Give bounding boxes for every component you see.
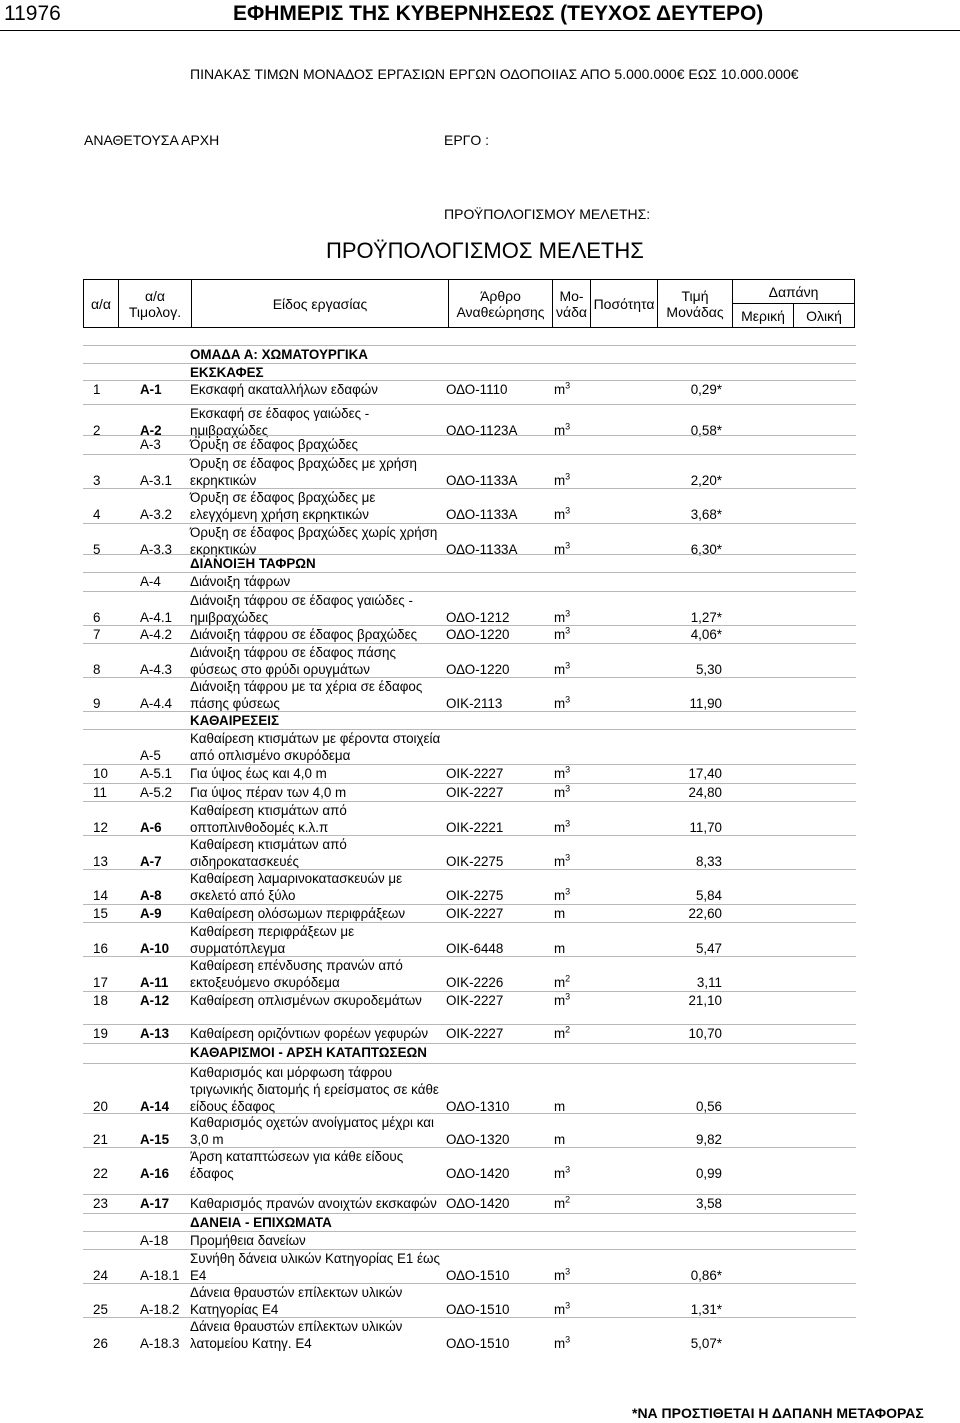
unit-exponent: 2: [565, 1194, 571, 1205]
unit-symbol: m: [554, 1302, 566, 1317]
price-list-code: Α-13: [140, 1026, 170, 1041]
work-description: Καθαίρεση λαμαρινοκατασκευών με: [190, 871, 403, 886]
work-description: ΕΚΣΚΑΦΕΣ: [190, 365, 264, 380]
work-description: Κατηγορίας Ε4: [190, 1302, 279, 1317]
unit-exponent: 2: [565, 973, 571, 984]
revision-article: ΟΔΟ-1133Α: [446, 473, 518, 488]
unit-of-measure: [554, 819, 570, 836]
revision-article: ΟΙΚ-2275: [446, 888, 504, 903]
row-number: 6: [93, 610, 101, 625]
revision-article: ΟΔΟ-1220: [446, 627, 510, 642]
unit-symbol: m: [554, 1196, 566, 1211]
work-description: ΟΜΑΔΑ Α: ΧΩΜΑΤΟΥΡΓΙΚΑ: [190, 347, 368, 362]
unit-exponent: 3: [565, 660, 571, 671]
unit-price: 5,47: [695, 941, 722, 956]
unit-exponent: 2: [565, 1024, 571, 1035]
work-description: Προμήθεια δανείων: [190, 1233, 306, 1248]
unit-exponent: 3: [565, 540, 571, 551]
unit-price: 0,99: [695, 1166, 722, 1181]
unit-exponent: 3: [565, 608, 571, 619]
unit-price: 9,82: [695, 1132, 722, 1147]
contracting-authority-label: ΑΝΑΘΕΤΟΥΣΑ ΑΡΧΗ: [84, 132, 220, 148]
work-description: Όρυξη σε έδαφος βραχώδες με: [190, 490, 376, 505]
row-number: 17: [93, 975, 108, 990]
work-description: εκρηκτικών: [190, 542, 257, 557]
work-description: Καθαρισμός και μόρφωση τάφρου: [190, 1065, 393, 1080]
unit-symbol: m: [554, 906, 566, 921]
unit-of-measure: [554, 1165, 570, 1182]
work-description: Όρυξη σε έδαφος βραχώδες χωρίς χρήση: [190, 525, 438, 540]
row-number: 24: [93, 1268, 108, 1283]
unit-price: 11,70: [689, 820, 722, 835]
row-number: 11: [93, 785, 107, 800]
work-description: συρματόπλεγμα: [190, 941, 286, 956]
work-description: έδαφος: [190, 1166, 234, 1181]
price-list-code: Α-18: [140, 1233, 169, 1248]
unit-exponent: 3: [565, 818, 571, 829]
revision-article: ΟΙΚ-2227: [446, 906, 504, 921]
unit-price: 6,30*: [690, 542, 722, 557]
price-list-code: Α-3.2: [140, 507, 173, 522]
header-price-line2: Μονάδας: [666, 303, 724, 320]
price-list-code: Α-3: [140, 437, 161, 452]
unit-symbol: m: [554, 854, 566, 869]
price-list-code: Α-6: [140, 820, 162, 835]
unit-price: 3,11: [696, 975, 722, 990]
price-list-code: Α-3.3: [140, 542, 173, 557]
unit-price: 1,27*: [690, 610, 722, 625]
unit-symbol: m: [554, 662, 566, 677]
work-description: Εκσκαφή ακαταλλήλων εδαφών: [190, 382, 378, 397]
unit-of-measure: [554, 992, 570, 1009]
unit-of-measure: [554, 541, 570, 558]
revision-article: ΟΔΟ-1133Α: [446, 542, 518, 557]
work-description: Διάνοιξη τάφρων: [190, 574, 291, 589]
unit-of-measure: [554, 905, 565, 922]
price-list-code: Α-7: [140, 854, 162, 869]
work-description: σιδηροκατασκευές: [190, 854, 299, 869]
work-description: Συνήθη δάνεια υλικών Κατηγορίας Ε1 έως: [190, 1251, 440, 1266]
row-number: 15: [93, 906, 108, 921]
unit-price: 3,68*: [690, 507, 722, 522]
revision-article: ΟΙΚ-2275: [446, 854, 504, 869]
price-list-code: Α-1: [140, 382, 162, 397]
price-list-code: Α-4.2: [140, 627, 173, 642]
unit-symbol: m: [554, 888, 566, 903]
unit-exponent: 3: [565, 852, 571, 863]
work-description: ΚΑΘΑΙΡΕΣΕΙΣ: [190, 713, 280, 728]
unit-price: 17,40: [688, 766, 722, 781]
revision-article: ΟΙΚ-6448: [446, 941, 504, 956]
work-description: Άρση καταπτώσεων για κάθε είδους: [190, 1149, 404, 1164]
unit-price: 4,06*: [690, 627, 722, 642]
header-quantity: Ποσότητα: [591, 280, 658, 328]
unit-symbol: m: [554, 993, 566, 1008]
unit-exponent: 3: [565, 783, 571, 794]
row-number: 2: [93, 423, 101, 438]
unit-price: 24,80: [688, 785, 722, 800]
revision-article: ΟΙΚ-2221: [446, 820, 504, 835]
work-description: Καθαίρεση επένδυσης πρανών από: [190, 958, 403, 973]
header-aa: α/α: [84, 280, 119, 328]
work-description: Καθαρισμός οχετών ανοίγματος μέχρι και: [190, 1115, 434, 1130]
row-number: 20: [93, 1099, 108, 1114]
unit-price: 3,58: [695, 1196, 722, 1211]
header-aa-tim-line2: Τιμολογ.: [128, 303, 182, 320]
unit-price: 21,10: [688, 993, 722, 1008]
work-description: Καθαίρεση κτισμάτων με φέροντα στοιχεία: [190, 731, 441, 746]
work-description: πάσης φύσεως: [190, 696, 280, 711]
work-description: τριγωνικής διατομής ή ερείσματος σε κάθε: [190, 1082, 439, 1097]
unit-symbol: m: [554, 820, 566, 835]
price-list-code: Α-4.4: [140, 696, 173, 711]
unit-of-measure: [554, 1195, 570, 1212]
unit-of-measure: [554, 853, 570, 870]
unit-exponent: 3: [565, 625, 571, 636]
revision-article: ΟΔΟ-1310: [446, 1099, 510, 1114]
work-description: λατομείου Κατηγ. Ε4: [190, 1336, 312, 1351]
project-label: ΕΡΓΟ :: [444, 132, 490, 148]
unit-exponent: 3: [565, 1300, 571, 1311]
price-list-code: Α-14: [140, 1099, 170, 1114]
revision-article: ΟΙΚ-2227: [446, 785, 504, 800]
row-number: 4: [93, 507, 101, 522]
unit-price: 5,07*: [690, 1336, 722, 1351]
unit-symbol: m: [554, 941, 566, 956]
unit-of-measure: [554, 422, 570, 439]
row-number: 7: [93, 627, 101, 642]
revision-article: ΟΔΟ-1212: [446, 610, 510, 625]
header-cost-total: Ολική: [794, 304, 855, 328]
work-description: ΔΙΑΝΟΙΞΗ ΤΑΦΡΩΝ: [190, 556, 316, 571]
revision-article: ΟΔΟ-1110: [446, 382, 508, 397]
work-description: είδους έδαφος: [190, 1099, 276, 1114]
revision-article: ΟΔΟ-1123Α: [446, 423, 518, 438]
revision-article: ΟΙΚ-2227: [446, 766, 504, 781]
unit-symbol: m: [554, 423, 566, 438]
header-price-line1: Τιμή: [681, 287, 709, 304]
header-cost-partial: Μερική: [733, 304, 794, 328]
work-description: σκελετό από ξύλο: [190, 888, 296, 903]
work-description: ελεγχόμενη χρήση εκρηκτικών: [190, 507, 369, 522]
price-list-code: Α-5: [140, 748, 161, 763]
unit-price: 11,90: [689, 696, 722, 711]
revision-article: ΟΙΚ-2227: [446, 1026, 504, 1041]
unit-exponent: 3: [565, 1164, 571, 1175]
row-number: 26: [93, 1336, 108, 1351]
unit-symbol: m: [554, 785, 566, 800]
work-description: ημιβραχώδες: [190, 610, 269, 625]
work-description: 3,0 m: [190, 1132, 224, 1147]
unit-price: 10,70: [688, 1026, 722, 1041]
unit-symbol: m: [554, 1336, 566, 1351]
revision-article: ΟΔΟ-1510: [446, 1302, 510, 1317]
unit-symbol: m: [554, 766, 566, 781]
unit-of-measure: [554, 506, 570, 523]
unit-of-measure: [554, 784, 570, 801]
unit-price: 0,86*: [690, 1268, 722, 1283]
row-number: 5: [93, 542, 101, 557]
unit-symbol: m: [554, 473, 566, 488]
work-description: οπτοπλινθοδομές κ.λ.π: [190, 820, 329, 835]
work-description: Δάνεια θραυστών επίλεκτων υλικών: [190, 1319, 403, 1334]
price-list-code: Α-4.1: [140, 610, 173, 625]
work-description: Καθαρισμός πρανών ανοιχτών εκσκαφών: [190, 1196, 437, 1211]
work-description: Καθαίρεση οπλισμένων σκυροδεμάτων: [190, 993, 422, 1008]
price-list-code: Α-11: [140, 975, 169, 990]
row-number: 16: [93, 941, 108, 956]
unit-price: 0,58*: [690, 423, 722, 438]
price-list-code: Α-18.3: [140, 1336, 180, 1351]
work-description: από οπλισμένο σκυρόδεμα: [190, 748, 351, 763]
row-number: 23: [93, 1196, 108, 1211]
page-number: 11976: [4, 2, 61, 25]
unit-exponent: 3: [565, 886, 571, 897]
row-number: 13: [93, 854, 108, 869]
row-number: 10: [93, 766, 108, 781]
unit-symbol: m: [554, 627, 566, 642]
price-list-code: Α-2: [140, 423, 162, 438]
row-number: 9: [93, 696, 101, 711]
unit-of-measure: [554, 626, 570, 643]
work-description: Ε4: [190, 1268, 207, 1283]
unit-price: 22,60: [688, 906, 722, 921]
work-description: ημιβραχώδες: [190, 423, 269, 438]
price-list-code: Α-8: [140, 888, 162, 903]
header-aa-tim-line1: α/α: [144, 287, 166, 304]
work-description: Καθαίρεση περιφράξεων με: [190, 924, 355, 939]
price-list-code: Α-15: [140, 1132, 170, 1147]
unit-price: 0,29*: [690, 382, 722, 397]
work-description: ΔΑΝΕΙΑ - ΕΠΙΧΩΜΑΤΑ: [190, 1215, 332, 1230]
work-description: Όρυξη σε έδαφος βραχώδες: [190, 437, 358, 452]
work-description: Καθαίρεση οριζόντιων φορέων γεφυρών: [190, 1026, 429, 1041]
work-description: Για ύψος έως και 4,0 m: [190, 766, 327, 781]
price-list-code: Α-18.1: [140, 1268, 180, 1283]
price-list-code: Α-17: [140, 1196, 170, 1211]
unit-exponent: 3: [565, 471, 571, 482]
work-description: Καθαίρεση κτισμάτων από: [190, 803, 347, 818]
footer-note: *ΝΑ ΠΡΟΣΤΙΘΕΤΑΙ Η ΔΑΠΑΝΗ ΜΕΤΑΦΟΡΑΣ: [632, 1405, 924, 1421]
work-description: Καθαίρεση ολόσωμων περιφράξεων: [190, 906, 406, 921]
unit-of-measure: [554, 974, 570, 991]
budget-label-small: ΠΡΟΫΠΟΛΟΓΙΣΜΟΥ ΜΕΛΕΤΗΣ:: [444, 206, 651, 222]
unit-of-measure: [554, 765, 570, 782]
revision-article: ΟΔΟ-1133Α: [446, 507, 518, 522]
journal-title: ΕΦΗΜΕΡΙΣ ΤΗΣ ΚΥΒΕΡΝΗΣΕΩΣ (ΤΕΥΧΟΣ ΔΕΥΤΕΡΟ): [233, 2, 764, 25]
unit-symbol: m: [554, 1026, 566, 1041]
header-unit-line2: νάδα: [556, 303, 587, 320]
unit-of-measure: [554, 472, 570, 489]
revision-article: ΟΔΟ-1320: [446, 1132, 510, 1147]
work-description: Όρυξη σε έδαφος βραχώδες με χρήση: [190, 456, 417, 471]
unit-price: 5,84: [695, 888, 722, 903]
price-list-code: Α-5.2: [140, 785, 173, 800]
unit-exponent: 3: [565, 764, 571, 775]
unit-price: 8,33: [695, 854, 722, 869]
unit-of-measure: [554, 1335, 570, 1352]
unit-exponent: 3: [565, 505, 571, 516]
header-description: Είδος εργασίας: [192, 280, 449, 328]
row-number: 14: [93, 888, 108, 903]
unit-of-measure: [554, 887, 570, 904]
unit-of-measure: [554, 1301, 570, 1318]
unit-exponent: 3: [565, 421, 571, 432]
row-number: 12: [93, 820, 108, 835]
header-cost: Δαπάνη: [733, 280, 855, 304]
unit-exponent: 3: [565, 1334, 571, 1345]
price-list-code: Α-16: [140, 1166, 170, 1181]
work-description: εκρηκτικών: [190, 473, 257, 488]
work-description: Για ύψος πέραν των 4,0 m: [190, 785, 347, 800]
unit-exponent: 3: [565, 380, 571, 391]
work-description: εκτοξευόμενο σκυρόδεμα: [190, 975, 340, 990]
work-description: Διάνοιξη τάφρου σε έδαφος βραχώδες: [190, 627, 418, 642]
revision-article: ΟΙΚ-2113: [446, 696, 503, 711]
unit-symbol: m: [554, 507, 566, 522]
unit-of-measure: [554, 1025, 570, 1042]
header-article-line2: Αναθεώρησης: [456, 303, 545, 320]
work-description: φύσεως στο φρύδι ορυγμάτων: [190, 662, 370, 677]
unit-of-measure: [554, 381, 570, 398]
price-list-code: Α-3.1: [140, 473, 173, 488]
revision-article: ΟΔΟ-1510: [446, 1268, 510, 1283]
row-number: 22: [93, 1166, 108, 1181]
price-list-code: Α-4.3: [140, 662, 173, 677]
unit-price: 1,31*: [690, 1302, 722, 1317]
unit-symbol: m: [554, 1099, 566, 1114]
unit-symbol: m: [554, 542, 566, 557]
unit-exponent: 3: [565, 694, 571, 705]
unit-of-measure: [554, 609, 570, 626]
revision-article: ΟΙΚ-2227: [446, 993, 504, 1008]
unit-of-measure: [554, 940, 565, 957]
unit-symbol: m: [554, 1268, 566, 1283]
unit-of-measure: [554, 1267, 570, 1284]
work-description: Διάνοιξη τάφρου σε έδαφος γαιώδες -: [190, 593, 413, 608]
work-description: Δάνεια θραυστών επίλεκτων υλικών: [190, 1285, 403, 1300]
unit-of-measure: [554, 661, 570, 678]
unit-symbol: m: [554, 1166, 566, 1181]
price-list-code: Α-12: [140, 993, 170, 1008]
revision-article: ΟΔΟ-1220: [446, 662, 510, 677]
unit-symbol: m: [554, 975, 566, 990]
unit-symbol: m: [554, 696, 566, 711]
price-list-code: Α-5.1: [140, 766, 173, 781]
revision-article: ΟΔΟ-1420: [446, 1166, 510, 1181]
row-number: 25: [93, 1302, 108, 1317]
unit-symbol: m: [554, 610, 566, 625]
revision-article: ΟΔΟ-1510: [446, 1336, 510, 1351]
price-list-code: Α-9: [140, 906, 162, 921]
price-list-code: Α-18.2: [140, 1302, 180, 1317]
revision-article: ΟΙΚ-2226: [446, 975, 504, 990]
unit-of-measure: [554, 695, 570, 712]
work-description: ΚΑΘΑΡΙΣΜΟΙ - ΑΡΣΗ ΚΑΤΑΠΤΩΣΕΩΝ: [190, 1045, 427, 1060]
budget-title: ΠΡΟΫΠΟΛΟΓΙΣΜΟΣ ΜΕΛΕΤΗΣ: [326, 238, 644, 263]
row-number: 8: [93, 662, 101, 677]
work-description: Διάνοιξη τάφρου με τα χέρια σε έδαφος: [190, 679, 423, 694]
row-number: 3: [93, 473, 101, 488]
header-unit-line1: Μο-: [559, 287, 584, 304]
document-subtitle: ΠΙΝΑΚΑΣ ΤΙΜΩΝ ΜΟΝΑΔΟΣ ΕΡΓΑΣΙΩΝ ΕΡΓΩΝ ΟΔΟΠΟΙΙΑΣ ΑΠΟ 5.000.000€ ΕΩΣ 10.000.000€: [190, 66, 799, 82]
row-number: 1: [93, 382, 101, 397]
work-description: Διάνοιξη τάφρου σε έδαφος πάσης: [190, 645, 396, 660]
price-list-code: Α-10: [140, 941, 170, 956]
unit-exponent: 3: [565, 1266, 571, 1277]
unit-symbol: m: [554, 382, 566, 397]
price-list-code: Α-4: [140, 574, 161, 589]
unit-price: 2,20*: [690, 473, 722, 488]
row-number: 19: [93, 1026, 108, 1041]
unit-price: 5,30: [695, 662, 722, 677]
unit-symbol: m: [554, 1132, 566, 1147]
revision-article: ΟΔΟ-1420: [446, 1196, 510, 1211]
row-number: 21: [93, 1132, 108, 1147]
unit-of-measure: [554, 1131, 565, 1148]
unit-price: 0,56: [695, 1099, 722, 1114]
work-description: Εκσκαφή σε έδαφος γαιώδες -: [190, 406, 370, 421]
row-number: 18: [93, 993, 108, 1008]
work-description: Καθαίρεση κτισμάτων από: [190, 837, 347, 852]
header-article-line1: Άρθρο: [480, 287, 521, 304]
unit-exponent: 3: [565, 991, 571, 1002]
